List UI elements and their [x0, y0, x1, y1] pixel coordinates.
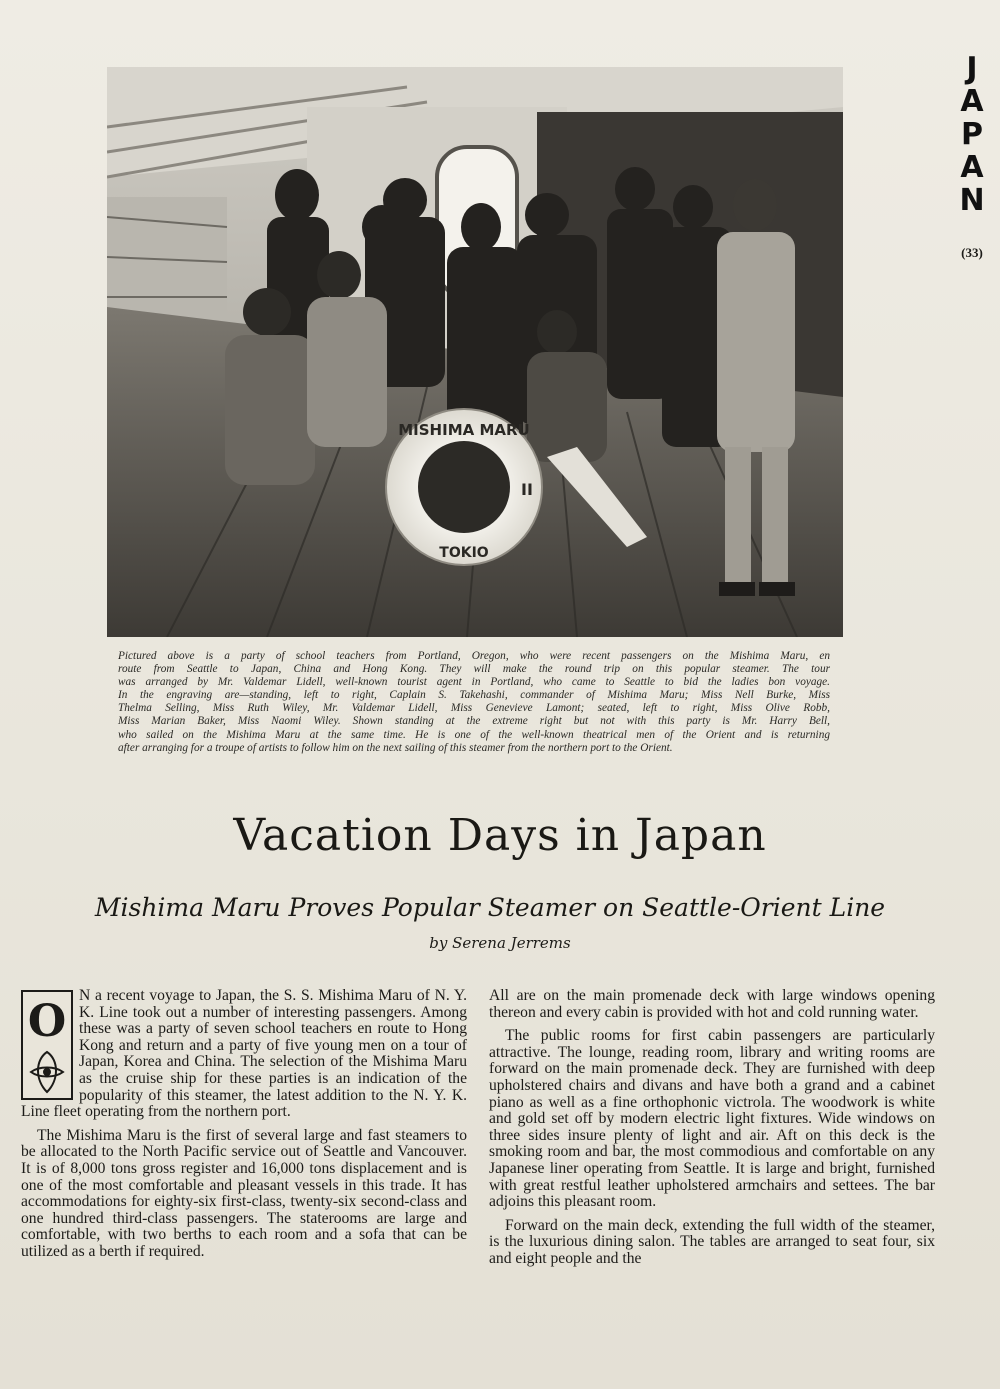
caption-line: Miss Marian Baker, Miss Naomi Wiley. Shown standing at the extreme right but not with this party is Mr. Harry Bell, — [118, 715, 830, 728]
article-paragraph: N a recent voyage to Japan, the S. S. Mishima Maru of N. Y. K. Line took out a number of interesting passengers. Among these was a party of seven school teachers en route to Hong Kong and return and a party of five young men on a tour of Japan, Korea and China. The selection of the Mishima Maru as the cruise ship for these parties is an indication of the popularity of this steamer, the latest addition to the N. Y. K. Line fleet operating from the northern port. — [21, 987, 467, 1121]
drop-cap-letter: O — [27, 996, 67, 1047]
caption-line: In the engraving are—standing, left to right, Caplain S. Takehashi, commander of Mishima Maru; Miss Nell Burke, Miss — [118, 689, 830, 702]
article-paragraph: The public rooms for first cabin passengers are particularly attractive. The lounge, reading room, library and writing rooms are forward on the main promenade deck. They are furnished with deep upholstered chairs and divans and have both a grand and a cabinet piano as well as a fine orthophonic victrola. The woodwork is white and gold set off by modern electric light fixtures. Wide windows on three sides insure plenty of light and air. Aft on this deck is the smoking room and bar, the most commodious and comfortable on any Japanese liner operating from Seattle. It is large and bright, furnished with great restful leather upholstered armchairs and settees. The bar adjoins this pleasant room. — [489, 1027, 935, 1211]
caption-line: who sailed on the Mishima Maru at the same time. He is one of the well-known theatrical men of the Orient and is returning — [118, 728, 830, 741]
article-paragraph: All are on the main promenade deck with large windows opening thereon and every cabin is provided with hot and cold running water. — [489, 987, 935, 1021]
ornament-icon — [27, 1050, 67, 1094]
life-ring-top-text: MISHIMA MARU — [398, 421, 530, 439]
article-subtitle: Mishima Maru Proves Popular Steamer on Seattle-Orient Line — [94, 893, 886, 922]
caption-line: was arranged by Mr. Valdemar Lidell, well-known tourist agent in Portland, who came to Seattle to bid the ladies bon voyage. — [118, 676, 830, 689]
life-ring-mark-text: II — [521, 480, 533, 499]
article-column-left — [21, 988, 467, 1268]
life-ring-bottom-text: TOKIO — [439, 545, 489, 561]
photo-caption — [118, 650, 830, 755]
masthead-letter: N — [959, 183, 985, 218]
drop-cap — [21, 990, 73, 1100]
article-paragraph: Forward on the main deck, extending the full width of the steamer, is the luxurious dining salon. The tables are arranged to seat four, six and eight people and the — [489, 1216, 935, 1267]
caption-line: Thelma Selling, Miss Ruth Wiley, Mr. Valdemar Lidell, Miss Genevieve Lamont; seated, left to right, Miss Olive Robb, — [118, 702, 830, 715]
masthead-letter: A — [960, 150, 984, 185]
masthead-letter: J — [966, 51, 978, 86]
caption-line: Pictured above is a party of school teachers from Portland, Oregon, who were recent passengers on the Mishima Maru, en — [118, 650, 830, 662]
article-title: Vacation Days in Japan — [233, 810, 767, 861]
article-paragraph: The Mishima Maru is the first of several large and fast steamers to be allocated to the North Pacific service out of Seattle and Vancouver. It is of 8,000 tons gross register and 16,000 tons displacement and is one of the most comfortable and pleasant vessels in this trade. It has accommodations for eighty-six first-class, twenty-six second-class and one hundred third-class passengers. The staterooms are large and comfortable, with two berths to each room and a sofa that can be utilized as a berth if required. — [21, 1126, 467, 1260]
caption-line: route from Seattle to Japan, China and Hong Kong. They will make the round trip on this popular steamer. The tour — [118, 663, 830, 676]
life-ring — [386, 409, 542, 565]
masthead-japan — [952, 52, 992, 217]
masthead-letter: P — [961, 117, 983, 152]
article-column-right — [489, 988, 935, 1275]
caption-line: after arranging for a troupe of artists to follow him on the next sailing of this steamer from the northern port to the Orient. — [118, 741, 673, 754]
masthead-letter: A — [960, 84, 984, 119]
page-number: (33) — [961, 245, 983, 260]
article-byline: by Serena Jerrems — [429, 934, 571, 952]
group-photo — [107, 67, 843, 637]
